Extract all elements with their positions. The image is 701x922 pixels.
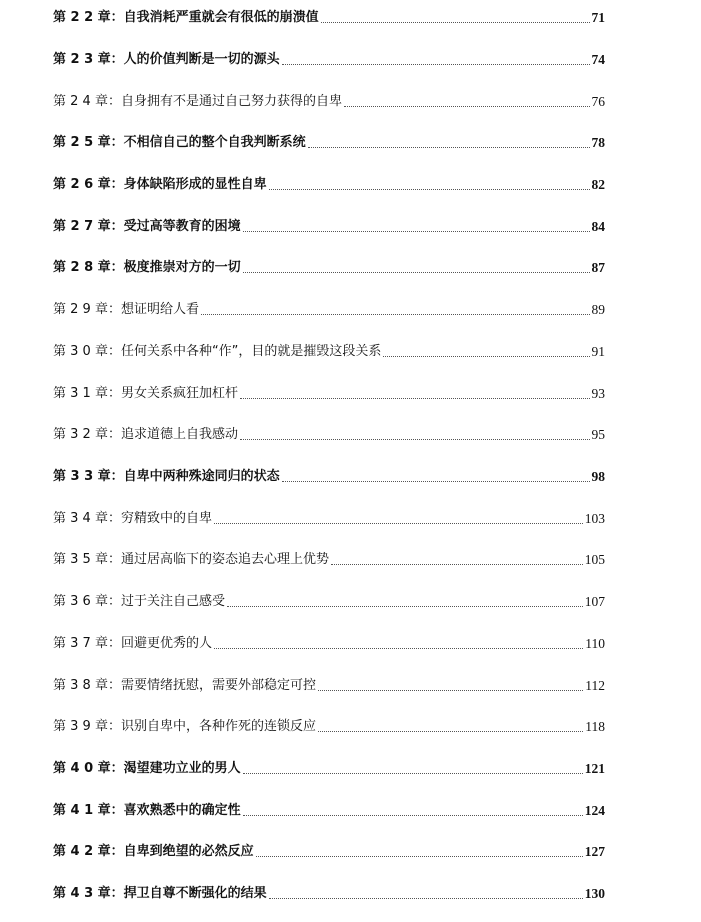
page-number: 78 xyxy=(591,135,605,150)
dot-leader xyxy=(214,647,583,649)
chapter-title: 第 2 6 章：身体缺陷形成的显性自卑 xyxy=(53,177,267,192)
chapter-title: 第 4 2 章：自卑到绝望的必然反应 xyxy=(53,844,254,859)
toc-entry[interactable] xyxy=(53,464,605,486)
toc-entry[interactable] xyxy=(53,881,605,903)
page-number: 103 xyxy=(584,511,605,526)
toc-entry[interactable] xyxy=(53,798,605,820)
page-number: 110 xyxy=(585,636,605,651)
page-number: 121 xyxy=(584,761,605,776)
toc-entry[interactable] xyxy=(53,47,605,69)
page-number: 93 xyxy=(591,386,605,401)
page-number: 74 xyxy=(591,52,605,67)
toc-entry[interactable] xyxy=(53,130,605,152)
toc-entry[interactable] xyxy=(53,839,605,861)
toc-entry[interactable] xyxy=(53,422,605,444)
page-number: 124 xyxy=(584,803,605,818)
chapter-title: 第 2 7 章：受过高等教育的困境 xyxy=(53,219,241,234)
toc-entry[interactable] xyxy=(53,631,605,653)
chapter-title: 第 4 1 章：喜欢熟悉中的确定性 xyxy=(53,803,241,818)
toc-entry[interactable] xyxy=(53,255,605,277)
chapter-title: 第 4 3 章：捍卫自尊不断强化的结果 xyxy=(53,886,267,901)
toc-entry[interactable] xyxy=(53,339,605,361)
toc-entry[interactable] xyxy=(53,5,605,27)
dot-leader xyxy=(243,814,583,816)
page-number: 84 xyxy=(591,219,605,234)
chapter-title: 第 3 8 章：需要情绪抚慰，需要外部稳定可控 xyxy=(53,678,316,693)
toc-entry[interactable] xyxy=(53,172,605,194)
toc-entry[interactable] xyxy=(53,589,605,611)
dot-leader xyxy=(308,146,590,148)
chapter-title: 第 3 4 章：穷精致中的自卑 xyxy=(53,511,212,526)
dot-leader xyxy=(243,271,590,273)
page-number: 71 xyxy=(591,10,605,25)
dot-leader xyxy=(321,21,590,23)
dot-leader xyxy=(269,897,583,899)
page-number: 82 xyxy=(591,177,605,192)
dot-leader xyxy=(201,313,590,315)
chapter-title: 第 3 5 章：通过居高临下的姿态追去心理上优势 xyxy=(53,552,329,567)
dot-leader xyxy=(214,522,583,524)
chapter-title: 第 4 0 章：渴望建功立业的男人 xyxy=(53,761,241,776)
dot-leader xyxy=(318,730,583,732)
page-number: 118 xyxy=(585,719,605,734)
chapter-title: 第 3 9 章：识别自卑中，各种作死的连锁反应 xyxy=(53,719,316,734)
dot-leader xyxy=(331,563,583,565)
toc-entry[interactable] xyxy=(53,297,605,319)
chapter-title: 第 3 1 章：男女关系疯狂加杠杆 xyxy=(53,386,238,401)
chapter-title: 第 3 2 章：追求道德上自我感动 xyxy=(53,427,238,442)
toc-entry[interactable] xyxy=(53,89,605,111)
toc-entry[interactable] xyxy=(53,381,605,403)
toc-entry[interactable] xyxy=(53,506,605,528)
page-number: 112 xyxy=(585,678,605,693)
dot-leader xyxy=(318,689,583,691)
chapter-title: 第 2 3 章：人的价值判断是一切的源头 xyxy=(53,52,280,67)
chapter-title: 第 3 6 章：过于关注自己感受 xyxy=(53,594,225,609)
toc-entry[interactable] xyxy=(53,756,605,778)
toc-entry[interactable] xyxy=(53,714,605,736)
chapter-title: 第 2 5 章：不相信自己的整个自我判断系统 xyxy=(53,135,306,150)
chapter-title: 第 2 4 章：自身拥有不是通过自己努力获得的自卑 xyxy=(53,94,342,109)
page-number: 107 xyxy=(584,594,605,609)
dot-leader xyxy=(269,188,590,190)
chapter-title: 第 2 8 章：极度推崇对方的一切 xyxy=(53,260,241,275)
dot-leader xyxy=(344,105,590,107)
chapter-title: 第 3 3 章：自卑中两种殊途同归的状态 xyxy=(53,469,280,484)
dot-leader xyxy=(383,355,589,357)
page-number: 105 xyxy=(584,552,605,567)
dot-leader xyxy=(243,230,590,232)
chapter-title: 第 2 9 章：想证明给人看 xyxy=(53,302,199,317)
page-number: 76 xyxy=(591,94,605,109)
page-number: 87 xyxy=(591,260,605,275)
dot-leader xyxy=(227,605,583,607)
page-number: 91 xyxy=(591,344,605,359)
dot-leader xyxy=(240,397,590,399)
toc-entry[interactable] xyxy=(53,673,605,695)
chapter-title: 第 3 7 章：回避更优秀的人 xyxy=(53,636,212,651)
dot-leader xyxy=(240,438,590,440)
dot-leader xyxy=(282,63,590,65)
page-number: 130 xyxy=(584,886,605,901)
toc-entry[interactable] xyxy=(53,547,605,569)
dot-leader xyxy=(243,772,583,774)
chapter-title: 第 3 0 章：任何关系中各种“作”，目的就是摧毁这段关系 xyxy=(53,344,382,359)
toc-entry[interactable] xyxy=(53,214,605,236)
dot-leader xyxy=(256,855,583,857)
page-number: 89 xyxy=(591,302,605,317)
chapter-title: 第 2 2 章：自我消耗严重就会有很低的崩溃值 xyxy=(53,10,319,25)
page-number: 98 xyxy=(591,469,605,484)
page-number: 95 xyxy=(591,427,605,442)
page-number: 127 xyxy=(584,844,605,859)
dot-leader xyxy=(282,480,590,482)
